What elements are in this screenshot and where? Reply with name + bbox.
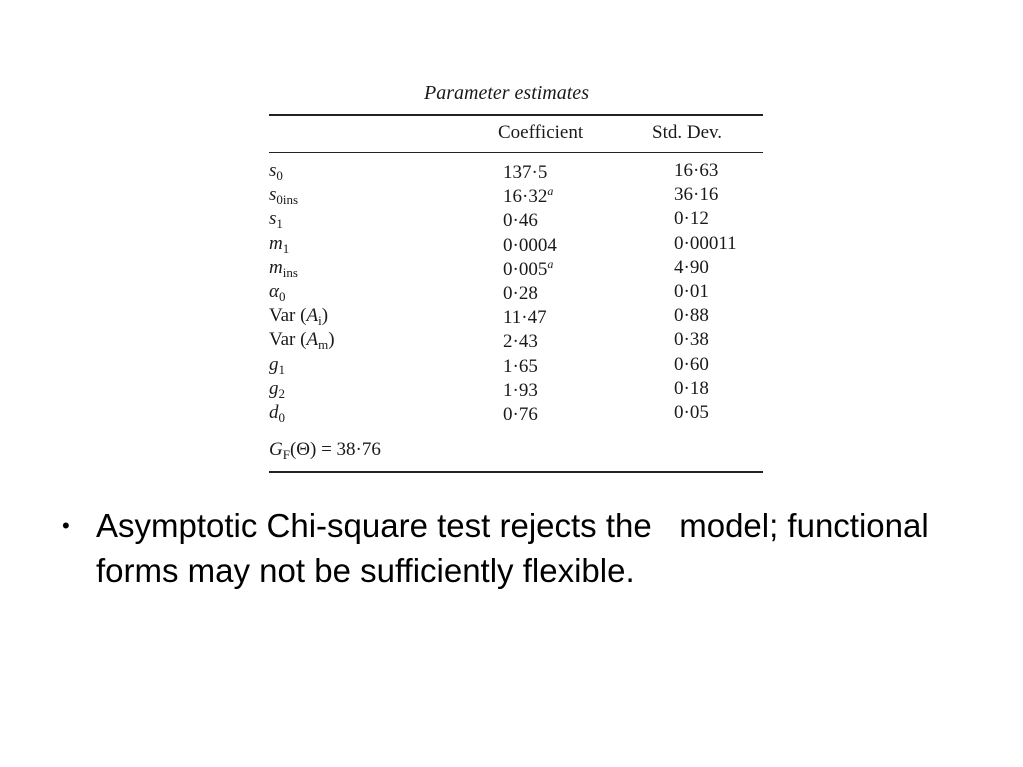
- coefficient-cell: [503, 160, 593, 184]
- std-dev-value: 0·60: [674, 353, 709, 375]
- parameter-label: [269, 305, 328, 329]
- table-row: [269, 354, 763, 378]
- std-dev-value: 0·05: [674, 401, 709, 423]
- coefficient-cell: [503, 184, 593, 208]
- table-row: [269, 208, 763, 232]
- coefficient-cell: [503, 208, 593, 232]
- bullet-item: [60, 503, 1000, 593]
- coefficient-value: 0·005: [503, 258, 548, 280]
- parameter-label: [269, 233, 289, 257]
- coefficient-value: 0·46: [503, 210, 538, 232]
- parameter-prefix: Var (: [269, 329, 307, 351]
- parameter-subscript: 0: [278, 409, 285, 425]
- parameter-subscript: i: [318, 313, 322, 329]
- parameter-symbol: m: [269, 232, 283, 254]
- coefficient-cell: [503, 233, 593, 257]
- coefficient-value: 11·47: [503, 307, 547, 329]
- parameter-label: [269, 378, 285, 402]
- parameter-subscript: 1: [278, 361, 285, 377]
- std-dev-value: 36·16: [674, 184, 719, 206]
- table-row: [269, 402, 763, 426]
- parameter-subscript: 0: [278, 288, 286, 304]
- std-dev-value: 0·12: [674, 208, 709, 230]
- coefficient-cell: [503, 329, 593, 353]
- fit-statistic: [269, 439, 381, 463]
- coefficient-cell: [503, 281, 593, 305]
- coefficient-value: 16·32: [503, 186, 548, 208]
- table-bottom-rule: [269, 471, 763, 473]
- parameter-subscript: 1: [276, 216, 283, 232]
- parameter-suffix: ): [321, 305, 329, 327]
- std-dev-value: 0·01: [674, 280, 709, 302]
- std-dev-value: 0·38: [674, 329, 709, 351]
- std-dev-value: 16·63: [674, 160, 719, 181]
- parameter-symbol: g: [269, 353, 279, 375]
- table-top-rule: [269, 114, 763, 116]
- parameter-label: [269, 208, 283, 232]
- coefficient-value: 0·0004: [503, 234, 557, 256]
- coefficient-cell: [503, 402, 593, 426]
- parameter-label: [269, 354, 285, 378]
- parameter-subscript: 0: [276, 168, 283, 183]
- parameter-subscript: 2: [278, 385, 285, 401]
- parameter-subscript: ins: [282, 264, 298, 280]
- coefficient-value: 0·76: [503, 403, 538, 425]
- coefficient-value: 137·5: [503, 162, 548, 183]
- parameter-symbol: d: [269, 401, 279, 423]
- coefficient-cell: [503, 257, 593, 281]
- parameter-suffix: ): [328, 329, 335, 351]
- table-row: [269, 329, 763, 353]
- parameter-subscript: 1: [282, 240, 290, 256]
- parameter-prefix: Var (: [269, 305, 307, 327]
- bullet-text: Asymptotic Chi-square test rejects the model; functional forms may not be sufficiently flexible.: [96, 507, 938, 589]
- parameter-symbol: α: [269, 280, 279, 302]
- coefficient-footnote: a: [547, 184, 554, 199]
- table-row: [269, 184, 763, 208]
- std-dev-value: 4·90: [674, 256, 709, 278]
- table-row: [269, 378, 763, 402]
- table-row: [269, 281, 763, 305]
- table-header-rule: [269, 152, 763, 153]
- parameter-label: [269, 402, 285, 426]
- coefficient-footnote: a: [547, 256, 554, 271]
- parameter-label: [269, 281, 285, 305]
- parameter-subscript: m: [318, 337, 329, 353]
- std-dev-column-header: Std. Dev.: [652, 122, 723, 143]
- std-dev-value: 0·88: [674, 305, 709, 327]
- bullet-list: [60, 503, 1000, 593]
- parameter-symbol: s: [269, 160, 277, 181]
- coefficient-value: 1·65: [503, 355, 538, 377]
- parameter-label: [269, 184, 298, 208]
- parameter-symbol: A: [306, 329, 319, 351]
- table-title: Parameter estimates: [424, 82, 589, 104]
- coefficient-value: 0·28: [503, 282, 538, 304]
- std-dev-value: 0·18: [674, 377, 709, 399]
- parameter-label: [269, 257, 298, 281]
- coefficient-cell: [503, 305, 593, 329]
- statistic-symbol: G: [269, 439, 283, 460]
- coefficient-value: 1·93: [503, 379, 538, 401]
- parameter-symbol: s: [269, 184, 277, 206]
- parameter-label: [269, 329, 335, 353]
- table-row: [269, 305, 763, 329]
- table-row: [269, 233, 763, 257]
- coefficient-cell: [503, 354, 593, 378]
- table-body: [269, 160, 763, 426]
- table-row: [269, 257, 763, 281]
- parameter-label: [269, 160, 283, 184]
- statistic-value: (Θ) = 38·76: [289, 439, 381, 460]
- coefficient-column-header: Coefficient: [498, 122, 584, 143]
- bullet-marker: •: [62, 513, 70, 538]
- coefficient-cell: [503, 378, 593, 402]
- parameter-subscript: 0ins: [276, 192, 299, 208]
- coefficient-value: 2·43: [503, 331, 538, 353]
- std-dev-value: 0·00011: [674, 232, 737, 254]
- table-row: [269, 160, 763, 184]
- parameter-symbol: s: [269, 208, 277, 230]
- parameter-symbol: g: [269, 377, 279, 399]
- statistic-subscript: F: [282, 447, 290, 462]
- parameter-symbol: A: [306, 305, 319, 327]
- parameter-symbol: m: [269, 256, 283, 278]
